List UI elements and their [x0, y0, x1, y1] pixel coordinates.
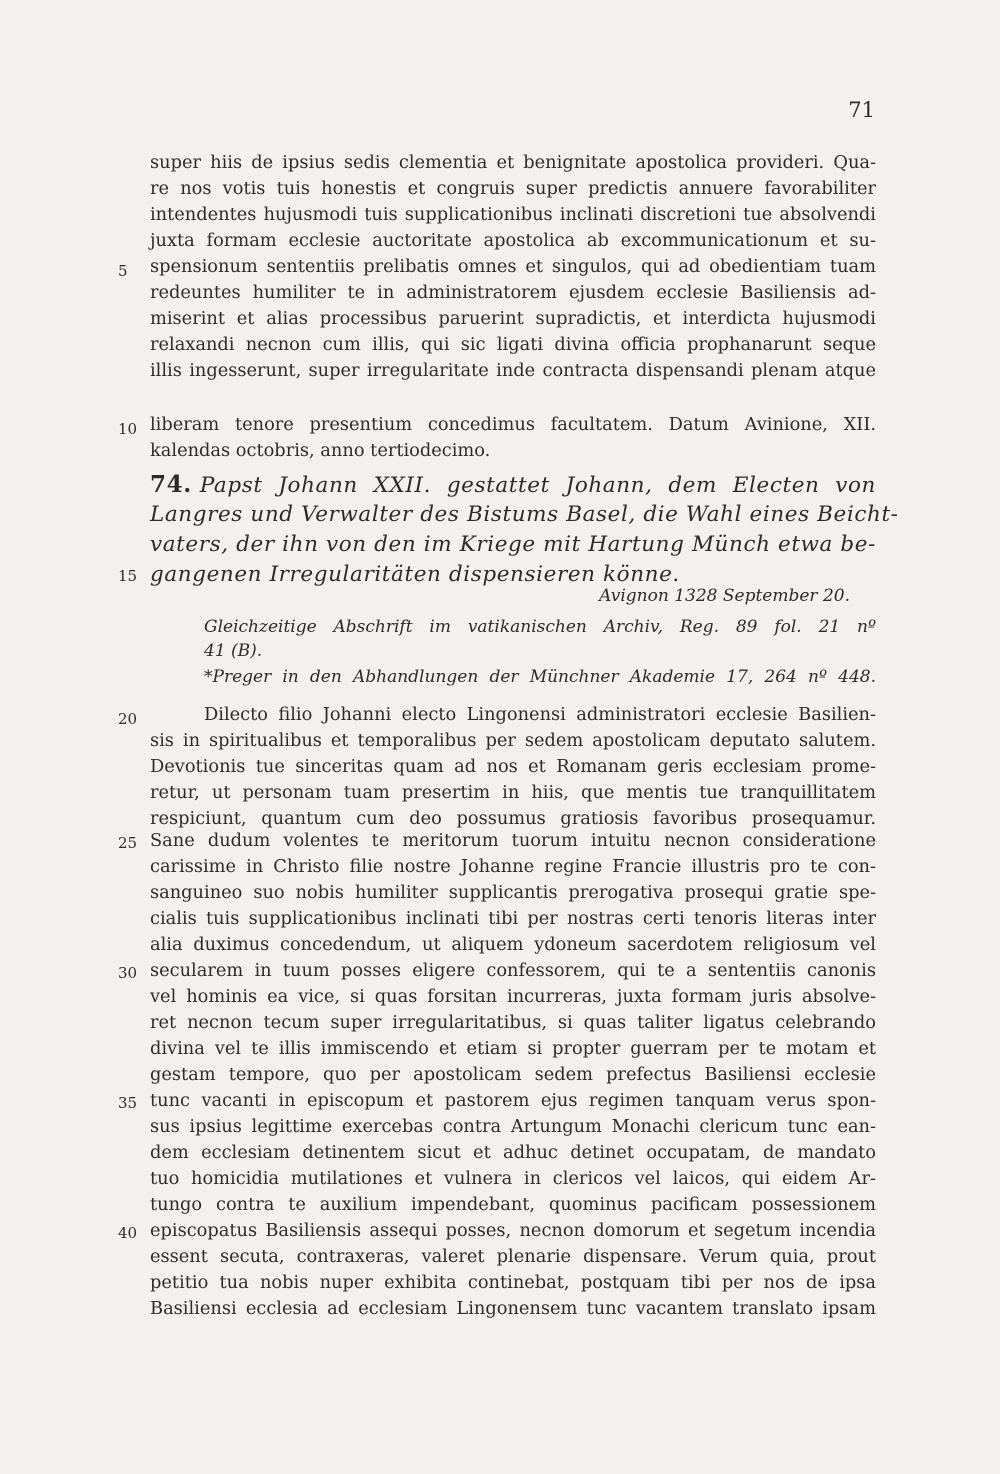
letter-line: episcopatus Basiliensis assequi posses, necnon domorum et segetum incendia [150, 1220, 876, 1241]
letter-line: tuo homicidia mutilationes et vulnera in clericos vel laicos, qui eidem Ar- [150, 1168, 876, 1189]
document-heading-line: vaters, der ihn von den im Kriege mit Hartung Münch etwa be- [150, 532, 876, 557]
body-line: juxta formam ecclesie auctoritate apostolica ab excommunicationum et su- [150, 230, 876, 251]
print-reference: *Preger in den Abhandlungen der Münchner Akademie 17, 264 nº 448. [204, 667, 876, 687]
letter-line: cialis tuis supplicationibus inclinati tibi per nostras certi tenoris literas inter [150, 908, 876, 929]
letter-line: Dilecto filio Johanni electo Lingonensi administratori ecclesie Basilien- [204, 704, 876, 725]
document-heading-line [150, 470, 876, 500]
line-number: 30 [118, 964, 138, 982]
letter-line: tungo contra te auxilium impendebant, quominus pacificam possessionem [150, 1194, 876, 1215]
body-line: kalendas octobris, anno tertiodecimo. [150, 440, 491, 461]
letter-line: vel hominis ea vice, si quas forsitan incurreras, juxta formam juris absolve- [150, 986, 876, 1007]
body-line: intendentes hujusmodi tuis supplicationibus inclinati discretioni tue absolvendi [150, 204, 876, 225]
document-heading-line: Langres und Verwalter des Bistums Basel, die Wahl eines Beicht- [150, 502, 899, 527]
line-number: 20 [118, 710, 138, 728]
letter-line: petitio tua nobis nuper exhibita continebat, postquam tibi per nos de ipsa [150, 1272, 876, 1293]
line-number: 25 [118, 834, 138, 852]
line-number: 40 [118, 1224, 138, 1242]
letter-line: ret necnon tecum super irregularitatibus, si quas taliter ligatus celebrando [150, 1012, 876, 1033]
letter-line: retur, ut personam tuam presertim in hiis, que mentis tue tranquillitatem [150, 782, 876, 803]
letter-line: Devotionis tue sinceritas quam ad nos et Romanam geris ecclesiam prome- [150, 756, 876, 777]
document-heading-line: gangenen Irregularitäten dispensieren könne. [150, 562, 680, 587]
letter-line: tunc vacanti in episcopum et pastorem ejus regimen tanquam verus spon- [150, 1090, 876, 1111]
body-line: miserint et alias processibus paruerint supradictis, et interdicta hujusmodi [150, 308, 876, 329]
letter-line: alia duximus concedendum, ut aliquem ydoneum sacerdotem religiosum vel [150, 934, 876, 955]
body-line: liberam tenore presentium concedimus facultatem. Datum Avinione, XII. [150, 414, 876, 435]
letter-line: sanguineo suo nobis humiliter supplicantis prerogativa prosequi gratie spe- [150, 882, 876, 903]
letter-line: dem ecclesiam detinentem sicut et adhuc detinet occupatam, de mandato [150, 1142, 876, 1163]
document-number: 74. [150, 471, 192, 498]
body-line: relaxandi necnon cum illis, qui sic ligati divina officia prophanarunt seque [150, 334, 876, 355]
document-date: Avignon 1328 September 20. [599, 586, 850, 606]
letter-line: sis in spiritualibus et temporalibus per sedem apostolicam deputato salutem. [150, 730, 876, 751]
letter-line: essent secuta, contraxeras, valeret plenarie dispensare. Verum quia, prout [150, 1246, 876, 1267]
document-heading-text: Papst Johann XXII. gestattet Johann, dem Electen von [199, 473, 876, 498]
letter-line: gestam tempore, quo per apostolicam sedem prefectus Basiliensi ecclesie [150, 1064, 876, 1085]
letter-line: Sane dudum volentes te meritorum tuorum intuitu necnon consideratione [150, 830, 876, 851]
line-number: 15 [118, 567, 138, 585]
letter-line: respiciunt, quantum cum deo possumus gratiosis favoribus prosequamur. [150, 808, 876, 829]
line-number: 10 [118, 420, 138, 438]
body-line: redeuntes humiliter te in administratorem ejusdem ecclesie Basiliensis ad- [150, 282, 876, 303]
letter-line: divina vel te illis immiscendo et etiam si propter guerram per te motam et [150, 1038, 876, 1059]
letter-line: carissime in Christo filie nostre Johanne regine Francie illustris pro te con- [150, 856, 876, 877]
letter-line: sus ipsius legittime exercebas contra Artungum Monachi clericum tunc ean- [150, 1116, 876, 1137]
body-line: super hiis de ipsius sedis clementia et benignitate apostolica provideri. Qua- [150, 152, 876, 173]
body-line: spensionum sententiis prelibatis omnes et singulos, qui ad obedientiam tuam [150, 256, 876, 277]
source-line: Gleichzeitige Abschrift im vatikanischen Archiv, Reg. 89 fol. 21 nº [204, 617, 876, 637]
line-number: 5 [118, 262, 128, 280]
body-line: re nos votis tuis honestis et congruis super predictis annuere favorabiliter [150, 178, 876, 199]
source-line: 41 (B). [204, 641, 263, 661]
letter-line: secularem in tuum posses eligere confessorem, qui te a sententiis canonis [150, 960, 876, 981]
page-number: 71 [848, 98, 875, 122]
line-number: 35 [118, 1094, 138, 1112]
body-line: illis ingesserunt, super irregularitate inde contracta dispensandi plenam atque [150, 360, 876, 381]
letter-line: Basiliensi ecclesia ad ecclesiam Lingonensem tunc vacantem translato ipsam [150, 1298, 876, 1319]
